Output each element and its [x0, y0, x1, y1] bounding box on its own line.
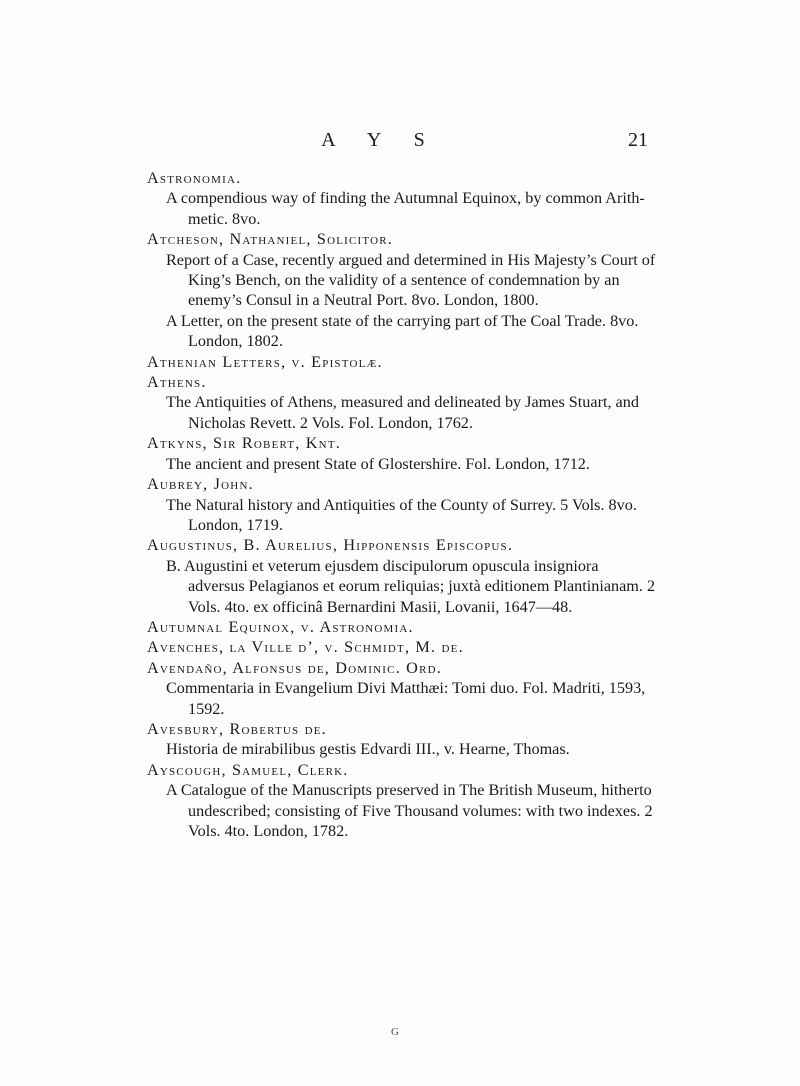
signature-mark: G: [391, 1026, 399, 1038]
entry-heading: Autumnal Equinox, v. Astronomia.: [147, 617, 414, 636]
entry-heading: Avesbury, Robertus de.: [147, 719, 327, 738]
entry-heading: Athens.: [147, 373, 207, 392]
running-title: A Y S: [321, 129, 439, 151]
entry-item: Historia de mirabilibus gestis Edvardi III., v. Hearne, Thomas.: [166, 740, 570, 759]
entry-item: The ancient and present State of Glostershire. Fol. London, 1712.: [166, 454, 590, 473]
entry-item: The Antiquities of Athens, measured and delineated by James Stuart, and Nicholas Revett. 2 Vols. Fol. London, 1762.: [166, 393, 639, 432]
entry-heading: Ayscough, Samuel, Clerk.: [147, 760, 349, 779]
entry-heading: Aubrey, John.: [147, 475, 254, 494]
entry-heading: Augustinus, B. Aurelius, Hipponensis Episcopus.: [147, 536, 514, 555]
page-number: 21: [628, 129, 648, 151]
entry-item: A Letter, on the present state of the carrying part of The Coal Trade. 8vo. London, 1802.: [166, 311, 639, 351]
entry-item: A compendious way of finding the Autumnal Equinox, by common Arith- metic. 8vo.: [166, 189, 645, 228]
entry-heading: Athenian Letters, v. Epistolæ.: [147, 352, 383, 371]
entry-heading: Atcheson, Nathaniel, Solicitor.: [147, 230, 394, 249]
catalogue-entries: [147, 168, 657, 841]
entry-item: Report of a Case, recently argued and determined in His Majesty’s Court of King’s Bench, on the validity of a sentence of condemnation by an enemy’s Consul in a Neutral Port. 8vo. London, 1800.: [166, 250, 656, 310]
entry-item: A Catalogue of the Manuscripts preserved in The British Museum, hitherto undescribed; consisting of Five Thousand volumes: with two indexes. 2 Vols. 4to. London, 1782.: [166, 781, 653, 840]
entry-item: Commentaria in Evangelium Divi Matthæi: Tomi duo. Fol. Madriti, 1593, 1592.: [166, 679, 646, 718]
entry-heading: Avenches, la Ville d’, v. Schmidt, M. de.: [147, 638, 464, 657]
entry-item: B. Augustini et veterum ejusdem discipulorum opuscula insigniora adversus Pelagianos et eorum reliquias; juxtà editionem Plantinianam. 2 Vols. 4to. ex officinâ Bernardini Masii, Lovanii, 1647—48.: [166, 556, 656, 616]
entry-heading: Atkyns, Sir Robert, Knt.: [147, 434, 341, 453]
running-head: [0, 129, 800, 155]
entry-heading: Astronomia.: [147, 169, 242, 187]
entry-heading: Avendaño, Alfonsus de, Dominic. Ord.: [147, 658, 443, 677]
entry-item: The Natural history and Antiquities of the County of Surrey. 5 Vols. 8vo. London, 1719.: [166, 495, 637, 534]
